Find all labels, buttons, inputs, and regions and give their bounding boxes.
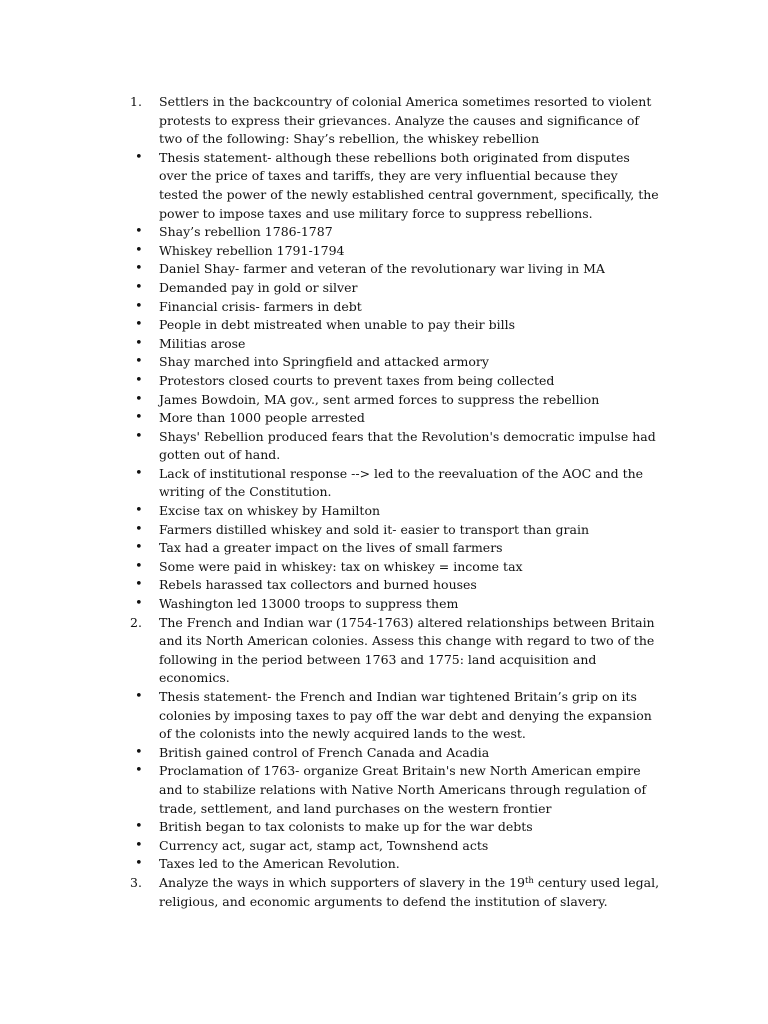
item-text: Proclamation of 1763- organize Great Britain's new North American empire and to stabilize relations with Native North Americans through regulation of trade, settlement, and land purchases on the western frontier	[159, 763, 647, 816]
bullet-marker: •	[135, 577, 143, 593]
bullet-item	[130, 316, 660, 335]
item-text: Taxes led to the American Revolution.	[159, 856, 400, 872]
bullet-marker: •	[135, 521, 143, 537]
bullet-item	[130, 576, 660, 595]
bullet-item	[130, 428, 660, 465]
bullet-marker: •	[135, 465, 143, 481]
bullet-item	[130, 688, 660, 744]
ordinal-superscript: th	[524, 875, 534, 886]
bullet-marker: •	[135, 540, 143, 556]
bullet-item	[130, 372, 660, 391]
bullet-marker: •	[135, 503, 143, 519]
bullet-item	[130, 279, 660, 298]
bullet-item	[130, 242, 660, 261]
item-text: Whiskey rebellion 1791-1794	[159, 242, 345, 258]
bullet-item	[130, 521, 660, 540]
bullet-item	[130, 558, 660, 577]
bullet-item	[130, 762, 660, 818]
bullet-item	[130, 260, 660, 279]
bullet-marker: •	[135, 428, 143, 444]
bullet-item	[130, 391, 660, 410]
bullet-item	[130, 818, 660, 837]
bullet-item	[130, 298, 660, 317]
bullet-item	[130, 335, 660, 354]
question-text-start: Analyze the ways in which supporters of slavery in the 19	[159, 874, 525, 890]
item-text	[159, 874, 660, 911]
list-number: 2.	[130, 614, 142, 630]
bullet-marker: •	[135, 261, 143, 277]
bullet-item	[130, 855, 660, 874]
item-text: Financial crisis- farmers in debt	[159, 298, 362, 314]
bullet-marker: •	[135, 819, 143, 835]
item-text: Demanded pay in gold or silver	[159, 279, 358, 295]
question-text-end: century used legal, religious, and economic arguments to defend the institution of slavery.	[159, 874, 660, 909]
bullet-marker: •	[135, 149, 143, 165]
bullet-item	[130, 353, 660, 372]
bullet-item	[130, 223, 660, 242]
bullet-marker: •	[135, 744, 143, 760]
bullet-marker: •	[135, 689, 143, 704]
bullet-marker: •	[135, 558, 143, 574]
bullet-item	[130, 595, 660, 614]
bullet-item	[130, 744, 660, 763]
item-text: Farmers distilled whiskey and sold it- easier to transport than grain	[159, 521, 590, 537]
bullet-marker: •	[135, 837, 143, 853]
bullet-marker: •	[135, 410, 143, 426]
bullet-marker: •	[135, 242, 143, 258]
numbered-question	[130, 614, 660, 688]
item-text: People in debt mistreated when unable to pay their bills	[159, 317, 516, 333]
item-text: Thesis statement- the French and Indian war tightened Britain’s grip on its colonies by imposing taxes to pay off the war debt and denying the expansion of the colonists into the newly acquired lands to the west.	[159, 689, 652, 742]
item-text: Thesis statement- although these rebellions both originated from disputes over the price of taxes and tariffs, they are very influential because they tested the power of the newly established central government, specifically, the power to impose taxes and use military force to suppress rebellions.	[159, 149, 659, 221]
bullet-item	[130, 465, 660, 502]
item-text: Some were paid in whiskey: tax on whiskey = income tax	[159, 558, 523, 574]
study-notes-list	[130, 93, 660, 911]
list-number: 1.	[130, 94, 142, 109]
numbered-question	[130, 93, 660, 149]
bullet-marker: •	[135, 279, 143, 295]
item-text: Shay’s rebellion 1786-1787	[159, 224, 333, 240]
item-text: More than 1000 people arrested	[159, 410, 365, 426]
bullet-item	[130, 539, 660, 558]
bullet-marker: •	[135, 224, 143, 240]
item-text: Shay marched into Springfield and attacked armory	[159, 354, 489, 370]
bullet-marker: •	[135, 391, 143, 407]
bullet-marker: •	[135, 763, 143, 779]
item-text: The French and Indian war (1754-1763) altered relationships between Britain and its North American colonies. Assess this change with regard to two of the following in the period between 1763 and 1775: land acquisition and economics.	[159, 614, 655, 686]
bullet-marker: •	[135, 354, 143, 370]
bullet-marker: •	[135, 372, 143, 388]
bullet-marker: •	[135, 317, 143, 333]
item-text: Daniel Shay- farmer and veteran of the revolutionary war living in MA	[159, 261, 605, 277]
item-text: Currency act, sugar act, stamp act, Townshend acts	[159, 837, 489, 853]
item-text: Militias arose	[159, 335, 246, 351]
bullet-marker: •	[135, 596, 143, 612]
item-text: British began to tax colonists to make up for the war debts	[159, 819, 533, 835]
item-text: James Bowdoin, MA gov., sent armed forces to suppress the rebellion	[159, 391, 600, 407]
item-text: Lack of institutional response --> led to the reevaluation of the AOC and the writing of the Constitution.	[159, 465, 644, 500]
item-text: Settlers in the backcountry of colonial America sometimes resorted to violent protests to express their grievances. Analyze the causes and significance of two of the following: Shay’s rebellion, the whiskey rebellion	[159, 94, 652, 147]
numbered-question	[130, 874, 660, 911]
bullet-item	[130, 149, 660, 223]
bullet-item	[130, 837, 660, 856]
item-text: Excise tax on whiskey by Hamilton	[159, 503, 381, 519]
bullet-item	[130, 409, 660, 428]
bullet-marker: •	[135, 335, 143, 351]
item-text: British gained control of French Canada and Acadia	[159, 744, 490, 760]
list-number: 3.	[130, 874, 142, 890]
bullet-marker: •	[135, 856, 143, 872]
item-text: Washington led 13000 troops to suppress them	[159, 596, 459, 612]
bullet-marker: •	[135, 298, 143, 314]
item-text: Protestors closed courts to prevent taxes from being collected	[159, 372, 555, 388]
item-text: Shays' Rebellion produced fears that the Revolution's democratic impulse had gotten out of hand.	[159, 428, 656, 463]
bullet-item	[130, 502, 660, 521]
item-text: Tax had a greater impact on the lives of small farmers	[159, 540, 503, 556]
item-text: Rebels harassed tax collectors and burned houses	[159, 577, 477, 593]
